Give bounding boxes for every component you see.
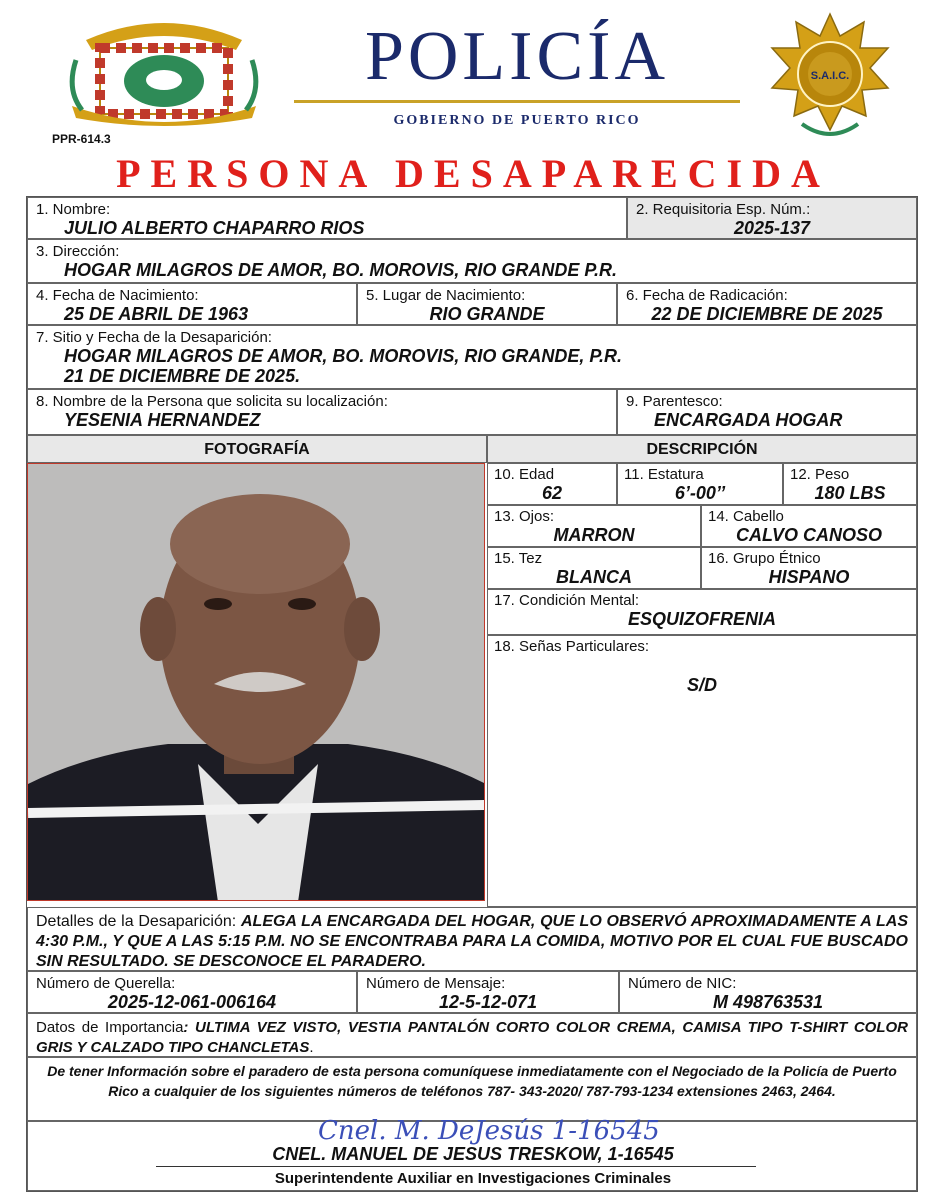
nic-number-field <box>619 971 917 1013</box>
marks-field <box>487 635 917 907</box>
importance-end: . <box>309 1039 314 1056</box>
birth-date-field <box>27 283 357 325</box>
marks-value: S/D <box>686 675 717 695</box>
police-badge-emblem <box>768 12 892 150</box>
agency-title: POLICÍA <box>364 18 670 95</box>
disappearance-date: 21 DE DICIEMBRE DE 2025. <box>64 366 301 386</box>
requisition-label: 2. Requisitoria Esp. Núm.: <box>636 201 811 218</box>
weight-label: 12. Peso <box>790 466 850 483</box>
height-value: 6’-00’’ <box>674 483 726 503</box>
nic-number-label: Número de NIC: <box>628 975 737 992</box>
photo-section-header <box>27 435 487 463</box>
message-number-field <box>357 971 619 1013</box>
handwritten-signature: Cnel. M. DeJesús 1-16545 <box>318 1116 660 1146</box>
person-photo <box>27 463 485 901</box>
name-label: 1. Nombre: <box>36 201 111 218</box>
hair-value: CALVO CANOSO <box>735 525 882 545</box>
importance-field <box>27 1013 917 1057</box>
birth-date-label: 4. Fecha de Nacimiento: <box>36 287 199 304</box>
requester-label: 8. Nombre de la Persona que solicita su localización: <box>36 393 388 410</box>
details-field <box>27 907 917 971</box>
missing-person-headline: PERSONA DESAPARECIDA <box>116 151 830 196</box>
complaint-number-label: Número de Querella: <box>36 975 176 992</box>
birth-place-field <box>357 283 617 325</box>
contact-field <box>27 1057 917 1121</box>
photo-section-title: FOTOGRAFÍA <box>204 441 310 458</box>
complaint-number-field <box>27 971 357 1013</box>
address-field <box>27 239 917 283</box>
form-code: PPR-614.3 <box>52 132 111 146</box>
weight-value: 180 LBS <box>814 483 886 503</box>
requisition-field <box>627 197 917 239</box>
complaint-number-value: 2025-12-061-006164 <box>107 992 277 1012</box>
height-label: 11. Estatura <box>624 466 704 483</box>
government-subtitle: GOBIERNO DE PUERTO RICO <box>393 113 641 128</box>
height-field <box>617 463 783 505</box>
requisition-value: 2025-137 <box>733 218 811 238</box>
signature-block <box>27 1116 917 1191</box>
coat-of-arms-emblem <box>66 10 262 126</box>
importance-label: Datos de Importancia <box>36 1019 184 1036</box>
nic-number-value: M 498763531 <box>712 992 824 1012</box>
contact-text: De tener Información sobre el paradero de esta persona comuníquese inmediatamente con el Negociado de la Policía de Puerto Rico a cualquier de los siguientes números de teléfonos 787- 343-2020/ 787-793-1234 extensiones 2463, 2464. <box>47 1063 897 1099</box>
age-label: 10. Edad <box>494 466 555 483</box>
signer-name: CNEL. MANUEL DE JESUS TRESKOW, 1-16545 <box>272 1144 674 1164</box>
name-field <box>27 197 627 239</box>
signature-line <box>156 1166 756 1167</box>
missing-person-form <box>26 196 918 1192</box>
marks-label: 18. Señas Particulares: <box>494 638 650 655</box>
ethnic-field <box>701 547 917 589</box>
filing-date-value: 22 DE DICIEMBRE DE 2025 <box>651 304 883 324</box>
hair-field <box>701 505 917 547</box>
address-label: 3. Dirección: <box>36 243 120 260</box>
birth-place-value: RIO GRANDE <box>429 304 545 324</box>
disappearance-field <box>27 325 917 389</box>
importance-text: : ULTIMA VEZ VISTO, VESTIA PANTALÓN CORTO COLOR CREMA, CAMISA TIPO T-SHIRT COLOR GRIS Y CALZADO TIPO CHANCLETAS <box>36 1019 908 1056</box>
mental-condition-value: ESQUIZOFRENIA <box>627 609 776 629</box>
disappearance-label: 7. Sitio y Fecha de la Desaparición: <box>36 329 272 346</box>
name-value: JULIO ALBERTO CHAPARRO RIOS <box>64 218 365 238</box>
skin-field <box>487 547 701 589</box>
hair-label: 14. Cabello <box>708 508 784 525</box>
eyes-field <box>487 505 701 547</box>
relationship-field <box>617 389 917 435</box>
description-section-header <box>487 435 917 463</box>
photo-area <box>27 463 487 907</box>
birth-place-label: 5. Lugar de Nacimiento: <box>366 287 526 304</box>
relationship-value: ENCARGADA HOGAR <box>654 410 843 430</box>
skin-value: BLANCA <box>556 567 632 587</box>
skin-label: 15. Tez <box>494 550 543 567</box>
gold-rule <box>294 100 740 103</box>
signer-title: Superintendente Auxiliar en Investigaciones Criminales <box>274 1170 672 1187</box>
importance-paragraph <box>28 1014 916 1062</box>
birth-date-value: 25 DE ABRIL DE 1963 <box>64 304 249 324</box>
mental-condition-label: 17. Condición Mental: <box>494 592 640 609</box>
details-paragraph <box>28 908 916 976</box>
disappearance-place: HOGAR MILAGROS DE AMOR, BO. MOROVIS, RIO GRANDE, P.R. <box>64 346 623 366</box>
relationship-label: 9. Parentesco: <box>626 393 723 410</box>
requester-value: YESENIA HERNANDEZ <box>64 410 261 430</box>
filing-date-field <box>617 283 917 325</box>
mental-condition-field <box>487 589 917 635</box>
requester-field <box>27 389 617 435</box>
agency-brand <box>294 18 740 129</box>
ethnic-label: 16. Grupo Étnico <box>708 550 821 567</box>
weight-field <box>783 463 917 505</box>
message-number-label: Número de Mensaje: <box>366 975 506 992</box>
description-section-title: DESCRIPCIÓN <box>646 441 758 458</box>
person-portrait-image <box>28 464 485 901</box>
message-number-value: 12-5-12-071 <box>438 992 538 1012</box>
details-text: ALEGA LA ENCARGADA DEL HOGAR, QUE LO OBSERVÓ APROXIMADAMENTE A LAS 4:30 P.M., Y QUE A LAS 5:15 P.M. NO SE ENCONTRABA PARA LA COMIDA, MOTIVO POR EL CUAL FUE BUSCADO SIN RESULTADO. SE DESCONOCE EL PARADERO. <box>36 913 908 970</box>
ethnic-value: HISPANO <box>768 567 850 587</box>
age-field <box>487 463 617 505</box>
eyes-value: MARRON <box>553 525 635 545</box>
seal-label: S.A.I.C. <box>810 70 850 82</box>
details-label: Detalles de la Desaparición: <box>36 913 237 930</box>
eyes-label: 13. Ojos: <box>494 508 555 525</box>
filing-date-label: 6. Fecha de Radicación: <box>626 287 788 304</box>
age-value: 62 <box>541 483 563 503</box>
address-value: HOGAR MILAGROS DE AMOR, BO. MOROVIS, RIO GRANDE P.R. <box>64 260 618 280</box>
